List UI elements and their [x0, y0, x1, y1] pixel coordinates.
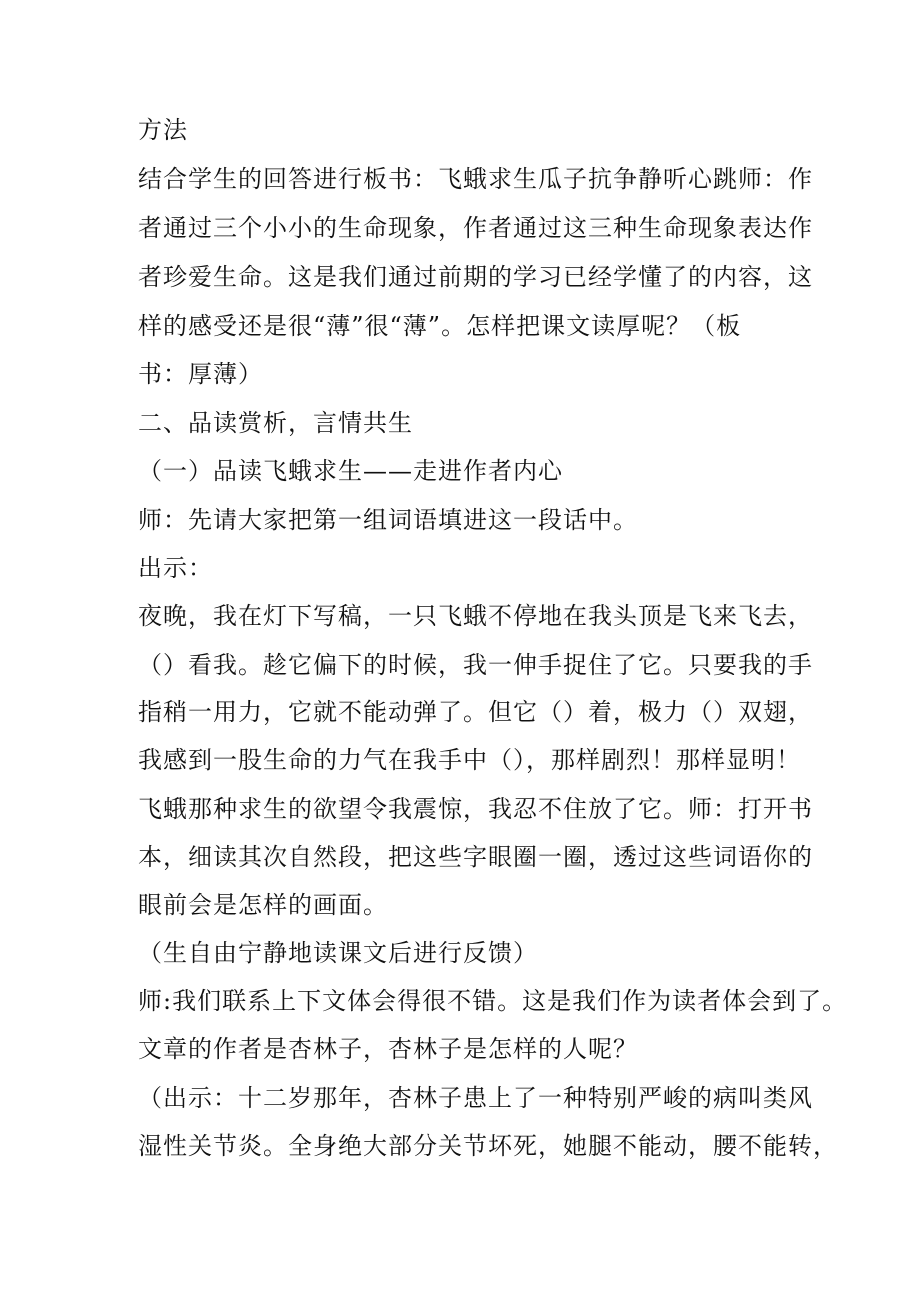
text-line-16: 本，细读其次自然段，把这些字眼圈一圈，透过这些词语你的: [138, 843, 813, 871]
text-line-13: 指稍一用力，它就不能动弹了。但它（）着，极力（）双翅，: [138, 698, 813, 726]
text-line-12: （）看我。趁它偏下的时候，我一伸手捉住了它。只要我的手: [138, 651, 813, 679]
text-line-10: 出示：: [138, 554, 213, 582]
text-line-2: 结合学生的回答进行板书：飞蛾求生瓜子抗争静听心跳师：作: [138, 165, 813, 193]
text-line-22: 湿性关节炎。全身绝大部分关节坏死，她腿不能动，腰不能转，: [138, 1132, 838, 1160]
text-line-11: 夜晚，我在灯下写稿，一只飞蛾不停地在我头顶是飞来飞去，: [138, 602, 813, 630]
subsection-heading: （一）品读飞蛾求生——走进作者内心: [138, 457, 563, 485]
text-line-14: 我感到一股生命的力气在我手中（），那样剧烈！那样显明！: [138, 746, 801, 774]
text-line-4: 者珍爱生命。这是我们通过前期的学习已经学懂了的内容，这: [138, 263, 813, 291]
text-line-20: 文章的作者是杏林子，杏林子是怎样的人呢？: [138, 1035, 638, 1063]
section-heading: 二、品读赏析，言情共生: [138, 409, 413, 437]
text-line-9: 师：先请大家把第一组词语填进这一段话中。: [138, 506, 638, 534]
text-line-3: 者通过三个小小的生命现象，作者通过这三种生命现象表达作: [138, 214, 813, 242]
text-line-21: （出示：十二岁那年，杏林子患上了一种特别严峻的病叫类风: [138, 1084, 813, 1112]
text-line-5: 样的感受还是很“薄”很“薄”。怎样把课文读厚呢？（板: [138, 312, 742, 340]
text-line-1: 方法: [138, 116, 188, 144]
text-line-15: 飞蛾那种求生的欲望令我震惊，我忍不住放了它。师：打开书: [138, 795, 813, 823]
text-line-18: （生自由宁静地读课文后进行反馈）: [138, 939, 538, 967]
text-line-17: 眼前会是怎样的画面。: [138, 891, 388, 919]
text-line-19: 师:我们联系上下文体会得很不错。这是我们作为读者体会到了。: [138, 987, 848, 1015]
text-line-6: 书：厚薄）: [138, 360, 263, 388]
